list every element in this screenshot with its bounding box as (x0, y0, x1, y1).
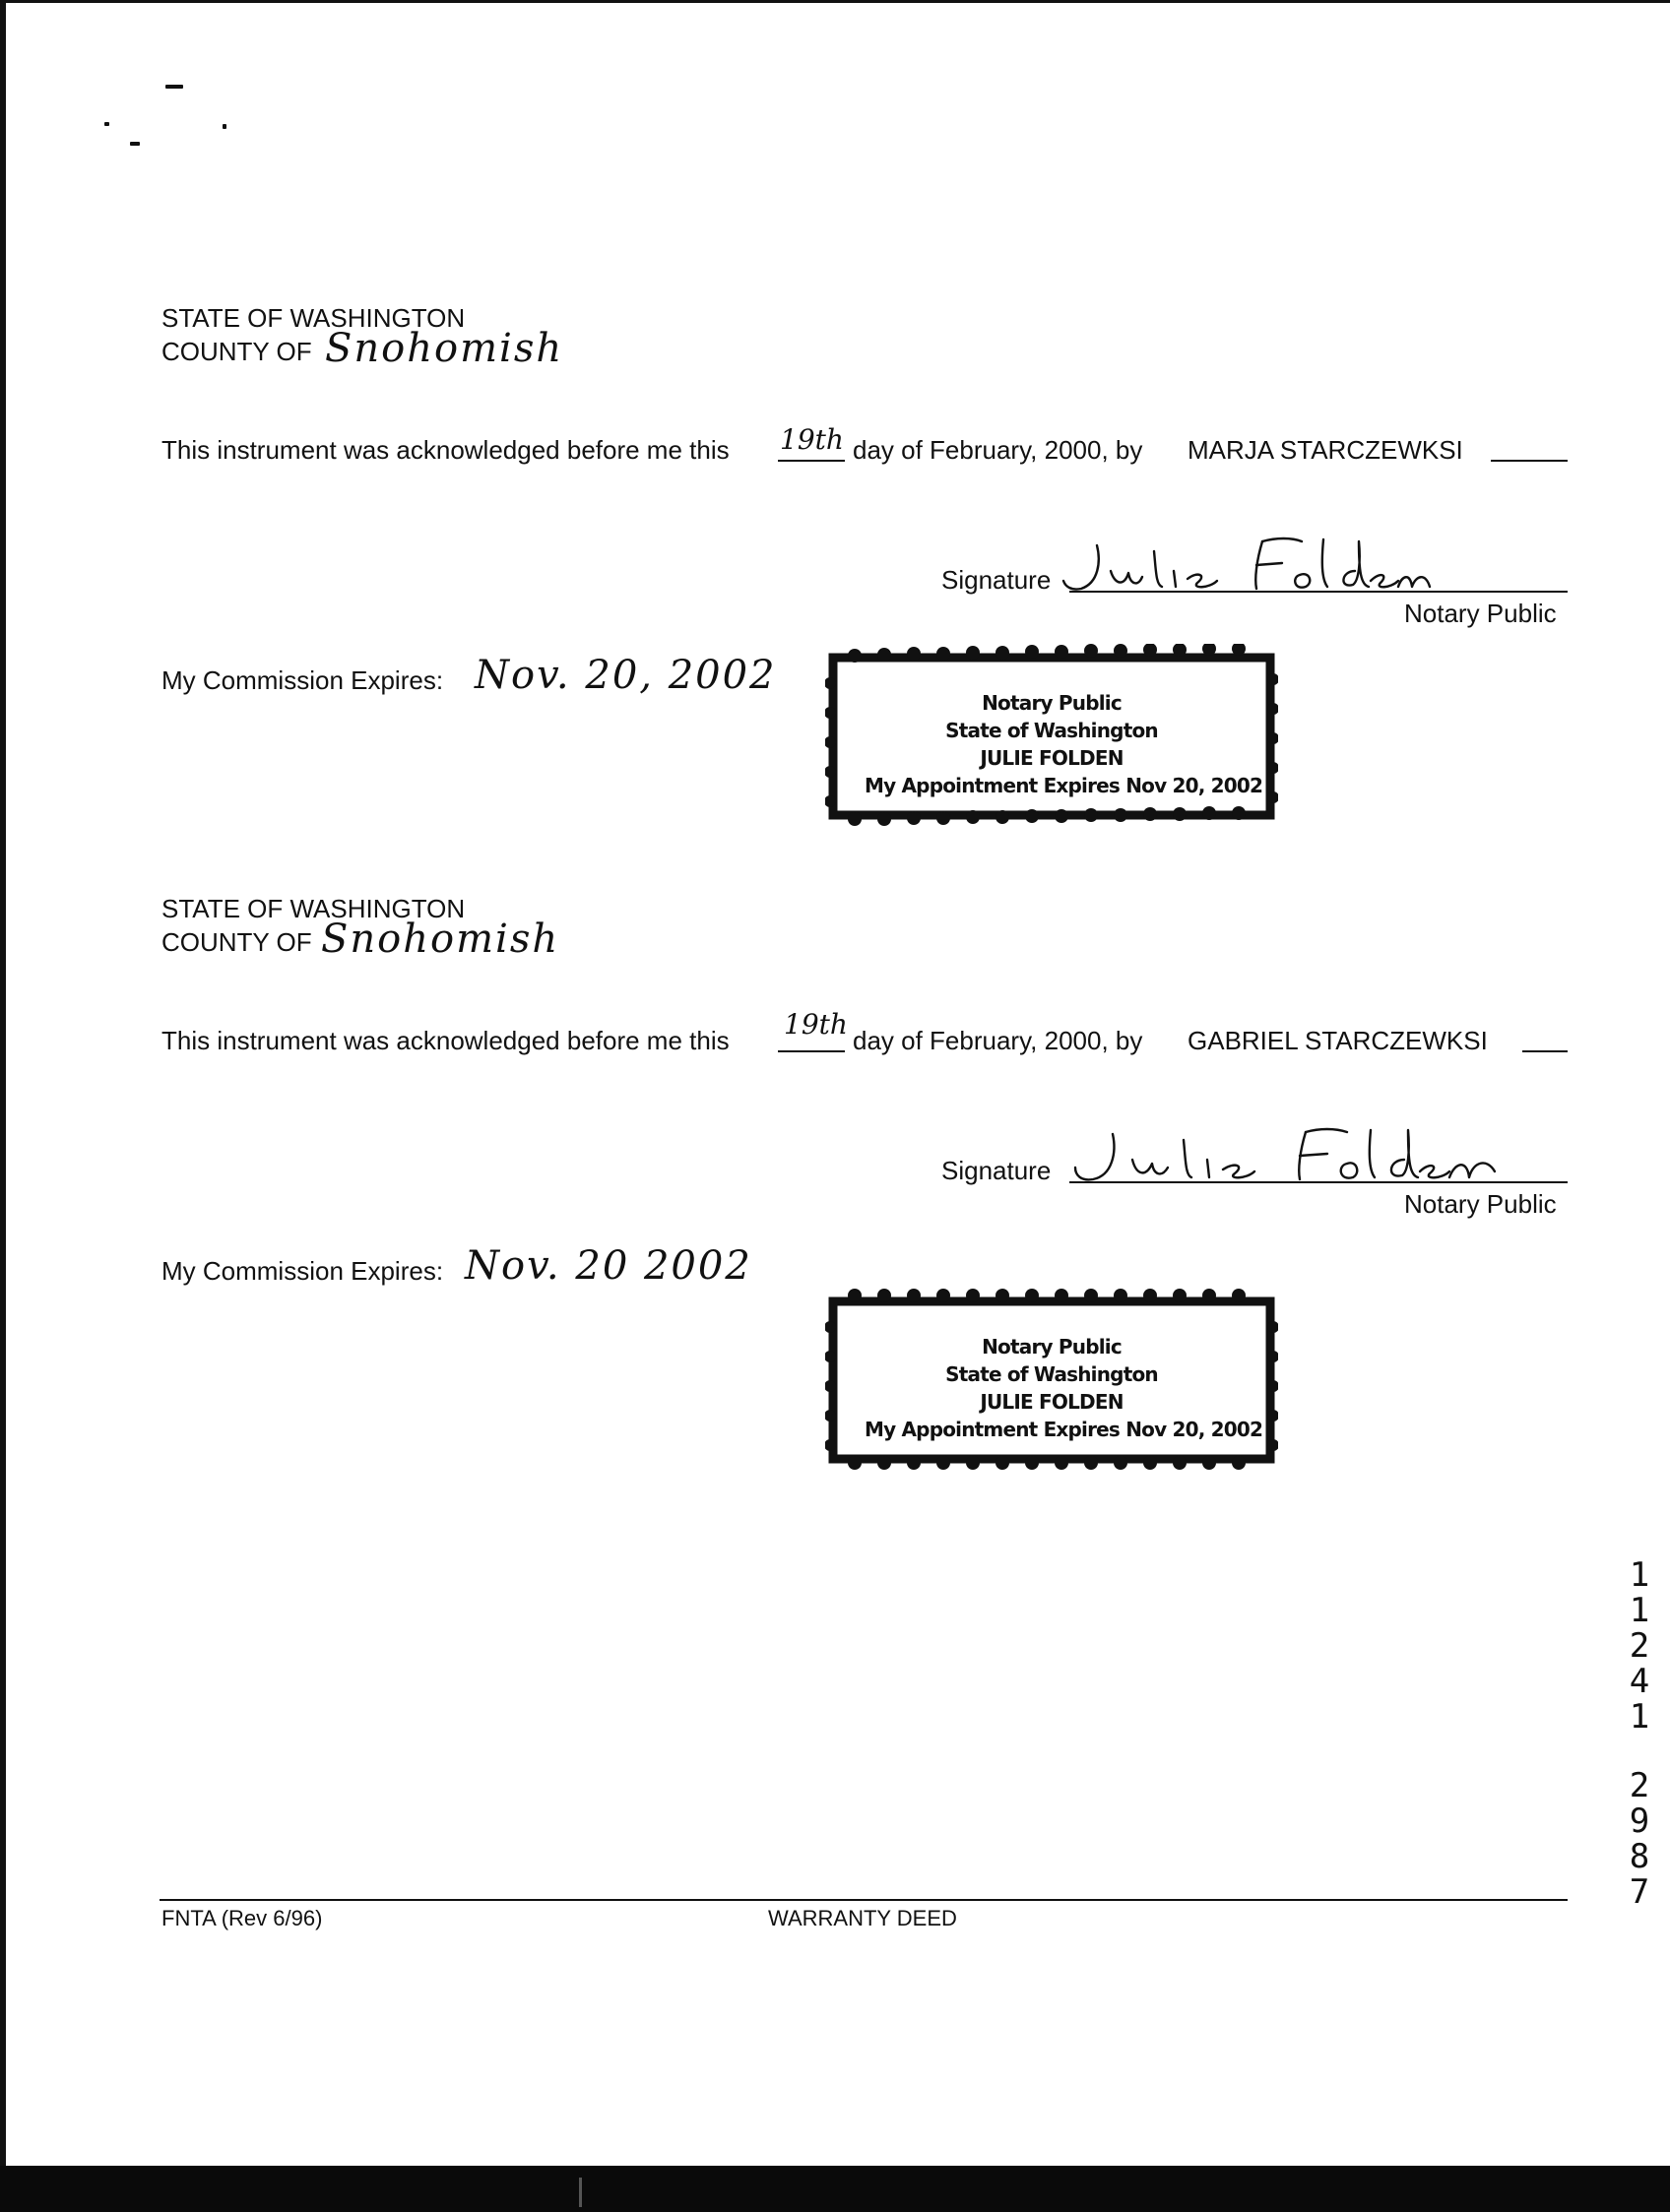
notary-seal-stamp (825, 1288, 1278, 1475)
recording-digit: 1 (1629, 1555, 1650, 1595)
recording-digit: 1 (1629, 1591, 1650, 1630)
recording-digit: 8 (1629, 1837, 1650, 1876)
signer-underline (1522, 1050, 1568, 1052)
acknowledgment-block-2 (0, 591, 1670, 1441)
county-label: COUNTY OF (161, 927, 312, 957)
recording-number (1625, 1557, 1654, 1910)
signer-name: GABRIEL STARCZEWKSI (1188, 1026, 1488, 1055)
ack-prefix: This instrument was acknowledged before me this (161, 435, 730, 465)
day-underline (778, 1050, 845, 1052)
stamp-line-state: State of Washington (945, 719, 1158, 742)
recording-digit: 7 (1629, 1872, 1650, 1912)
recording-digit: 1 (1629, 1697, 1650, 1737)
stamp-line-title: Notary Public (982, 691, 1122, 715)
commission-label: My Commission Expires: (161, 1256, 444, 1286)
state-line: STATE OF WASHINGTON (161, 894, 466, 923)
recording-digit: 9 (1629, 1801, 1650, 1841)
ack-suffix: day of February, 2000, by (853, 435, 1143, 465)
stamp-line-name: JULIE FOLDEN (980, 746, 1124, 770)
notary-title: Notary Public (1404, 1189, 1557, 1219)
day-underline (778, 460, 845, 462)
commission-handwritten: Nov. 20 2002 (465, 1243, 752, 1289)
signer-name: MARJA STARCZEWKSI (1188, 435, 1463, 465)
footer-rule (160, 1899, 1568, 1901)
stamp-line-title: Notary Public (982, 1335, 1122, 1359)
county-handwritten: Snohomish (321, 916, 560, 962)
stamp-line-expiry: My Appointment Expires Nov 20, 2002 (865, 1418, 1263, 1441)
signature-label: Signature (941, 1156, 1052, 1185)
stamp-line-state: State of Washington (945, 1362, 1158, 1386)
ack-suffix: day of February, 2000, by (853, 1026, 1143, 1055)
state-line: STATE OF WASHINGTON (161, 303, 466, 333)
stamp-line-expiry: My Appointment Expires Nov 20, 2002 (865, 774, 1263, 797)
recording-digit: 4 (1629, 1662, 1650, 1701)
form-code: FNTA (Rev 6/96) (161, 1906, 323, 1930)
ack-prefix: This instrument was acknowledged before me this (161, 1026, 730, 1055)
signature-line (1069, 1181, 1568, 1183)
signer-underline (1491, 460, 1568, 462)
recording-digit: 2 (1629, 1626, 1650, 1666)
stamp-line-name: JULIE FOLDEN (980, 1390, 1124, 1414)
acknowledgment-block-1 (0, 0, 1670, 797)
commission-label: My Commission Expires: (161, 665, 444, 695)
scan-edge-bottom (0, 2166, 1670, 2212)
document-title: WARRANTY DEED (768, 1906, 957, 1930)
notary-title: Notary Public (1404, 599, 1557, 628)
county-label: COUNTY OF (161, 337, 312, 366)
recording-digit: 2 (1629, 1766, 1650, 1805)
signature-label: Signature (941, 565, 1052, 595)
day-handwritten: 19th (780, 423, 844, 456)
commission-handwritten: Nov. 20, 2002 (475, 653, 777, 698)
day-handwritten: 19th (784, 1008, 848, 1041)
county-handwritten: Snohomish (325, 326, 564, 371)
